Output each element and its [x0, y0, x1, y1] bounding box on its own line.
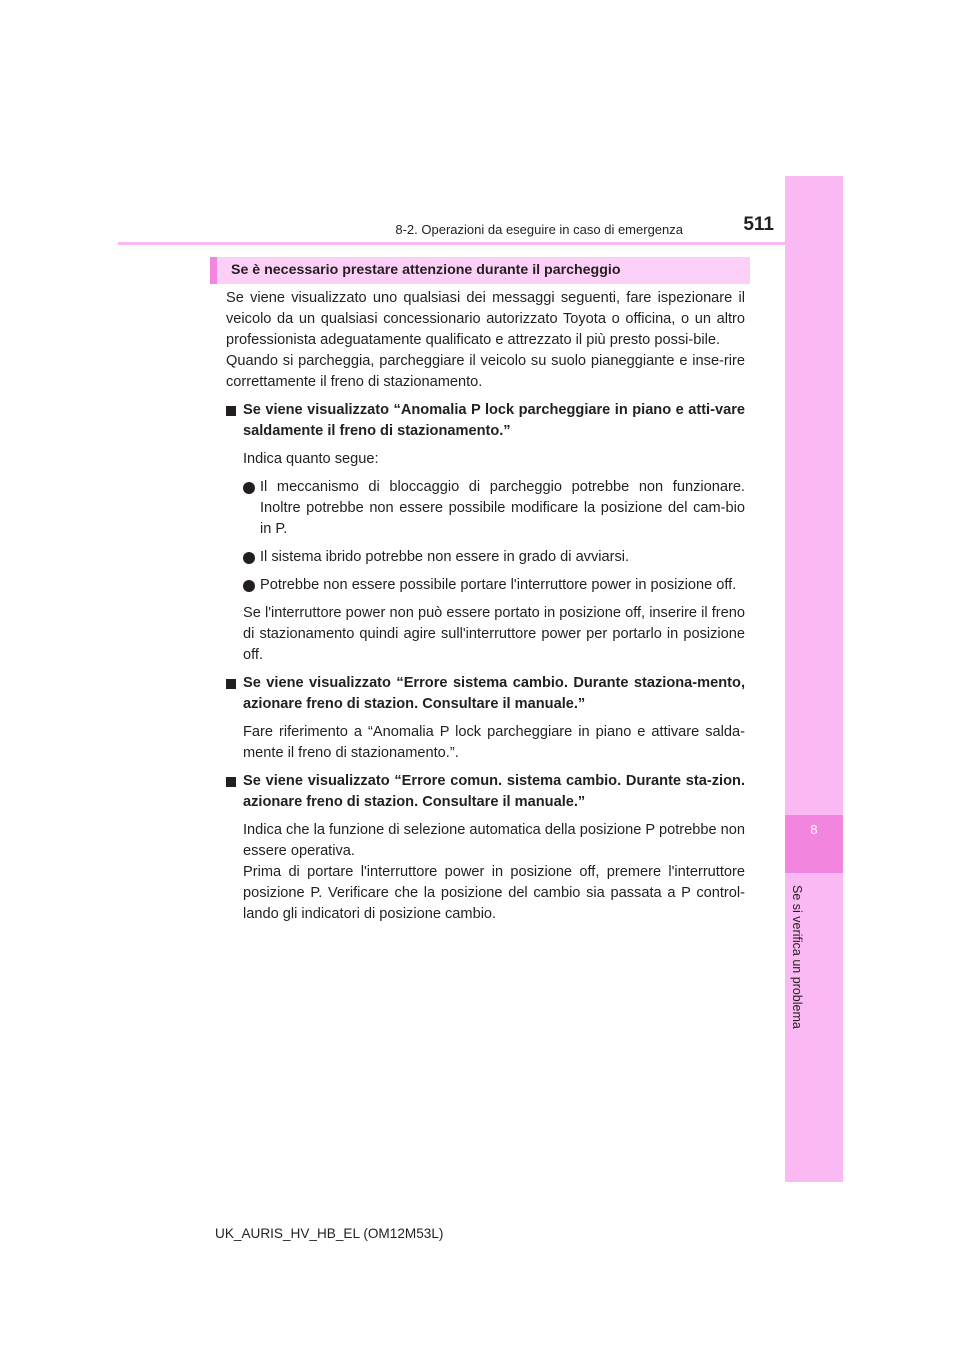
- message-heading-text: Se viene visualizzato “Anomalia P lock parcheggiare in piano e atti-vare saldamente il freno di stazionamento.”: [243, 402, 745, 439]
- intro-paragraph: Se viene visualizzato uno qualsiasi dei messaggi seguenti, fare ispezionare il veicolo da un qualsiasi concessionario autorizzato Toyota o officina, o un altro professionista adeguatamente qualificato e attrezzato il più presto possi-bile.: [226, 290, 745, 348]
- message-heading: [226, 771, 745, 813]
- section-heading-bar: [210, 257, 750, 284]
- list-item: [226, 477, 745, 540]
- intro-paragraph: Quando si parcheggia, parcheggiare il veicolo su suolo pianeggiante e inse-rire correttamente il freno di stazionamento.: [226, 353, 745, 390]
- document-code: UK_AURIS_HV_HB_EL (OM12M53L): [215, 1226, 444, 1241]
- body-paragraph: Fare riferimento a “Anomalia P lock parcheggiare in piano e attivare salda-mente il freno di stazionamento.”.: [243, 724, 745, 761]
- square-bullet-icon: [226, 679, 236, 689]
- section-title: Se è necessario prestare attenzione durante il parcheggio: [231, 262, 621, 278]
- list-item-text: Potrebbe non essere possibile portare l'interruttore power in posizione off.: [260, 577, 737, 593]
- chapter-title: Se si verifica un problema: [790, 885, 804, 1029]
- round-bullet-icon: [243, 482, 255, 494]
- list-item-text: Il sistema ibrido potrebbe non essere in grado di avviarsi.: [260, 549, 630, 565]
- header-section-title: 8-2. Operazioni da eseguire in caso di emergenza: [395, 222, 683, 237]
- message-heading-text: Se viene visualizzato “Errore sistema cambio. Durante staziona-mento, azionare freno di stazion. Consultare il manuale.”: [243, 675, 745, 712]
- list-item-text: Il meccanismo di bloccaggio di parcheggio potrebbe non funzionare. Inoltre potrebbe non essere possibile modificare la posizione del cam-bio in P.: [260, 479, 745, 537]
- square-bullet-icon: [226, 777, 236, 787]
- lead-text: Indica quanto segue:: [243, 451, 379, 467]
- round-bullet-icon: [243, 580, 255, 592]
- list-item: [226, 575, 745, 596]
- round-bullet-icon: [243, 552, 255, 564]
- body-paragraph: Prima di portare l'interruttore power in posizione off, premere l'interruttore posizione P. Verificare che la posizione del cambio sia passata a P control-lando gli indicatori di posizione cambio.: [243, 864, 745, 922]
- message-heading-text: Se viene visualizzato “Errore comun. sistema cambio. Durante sta-zion. azionare freno di stazion. Consultare il manuale.”: [243, 773, 745, 810]
- message-heading: [226, 673, 745, 715]
- header-rule: [118, 242, 785, 245]
- page-number: 511: [743, 214, 774, 235]
- main-content: [226, 288, 745, 925]
- square-bullet-icon: [226, 406, 236, 416]
- body-paragraph: Indica che la funzione di selezione automatica della posizione P potrebbe non essere operativa.: [243, 822, 745, 859]
- list-item: [226, 547, 745, 568]
- body-paragraph: Se l'interruttore power non può essere portato in posizione off, inserire il freno di stazionamento quindi agire sull'interruttore power per portarlo in posizione off.: [243, 605, 745, 663]
- message-heading: [226, 400, 745, 442]
- chapter-number: 8: [810, 822, 818, 837]
